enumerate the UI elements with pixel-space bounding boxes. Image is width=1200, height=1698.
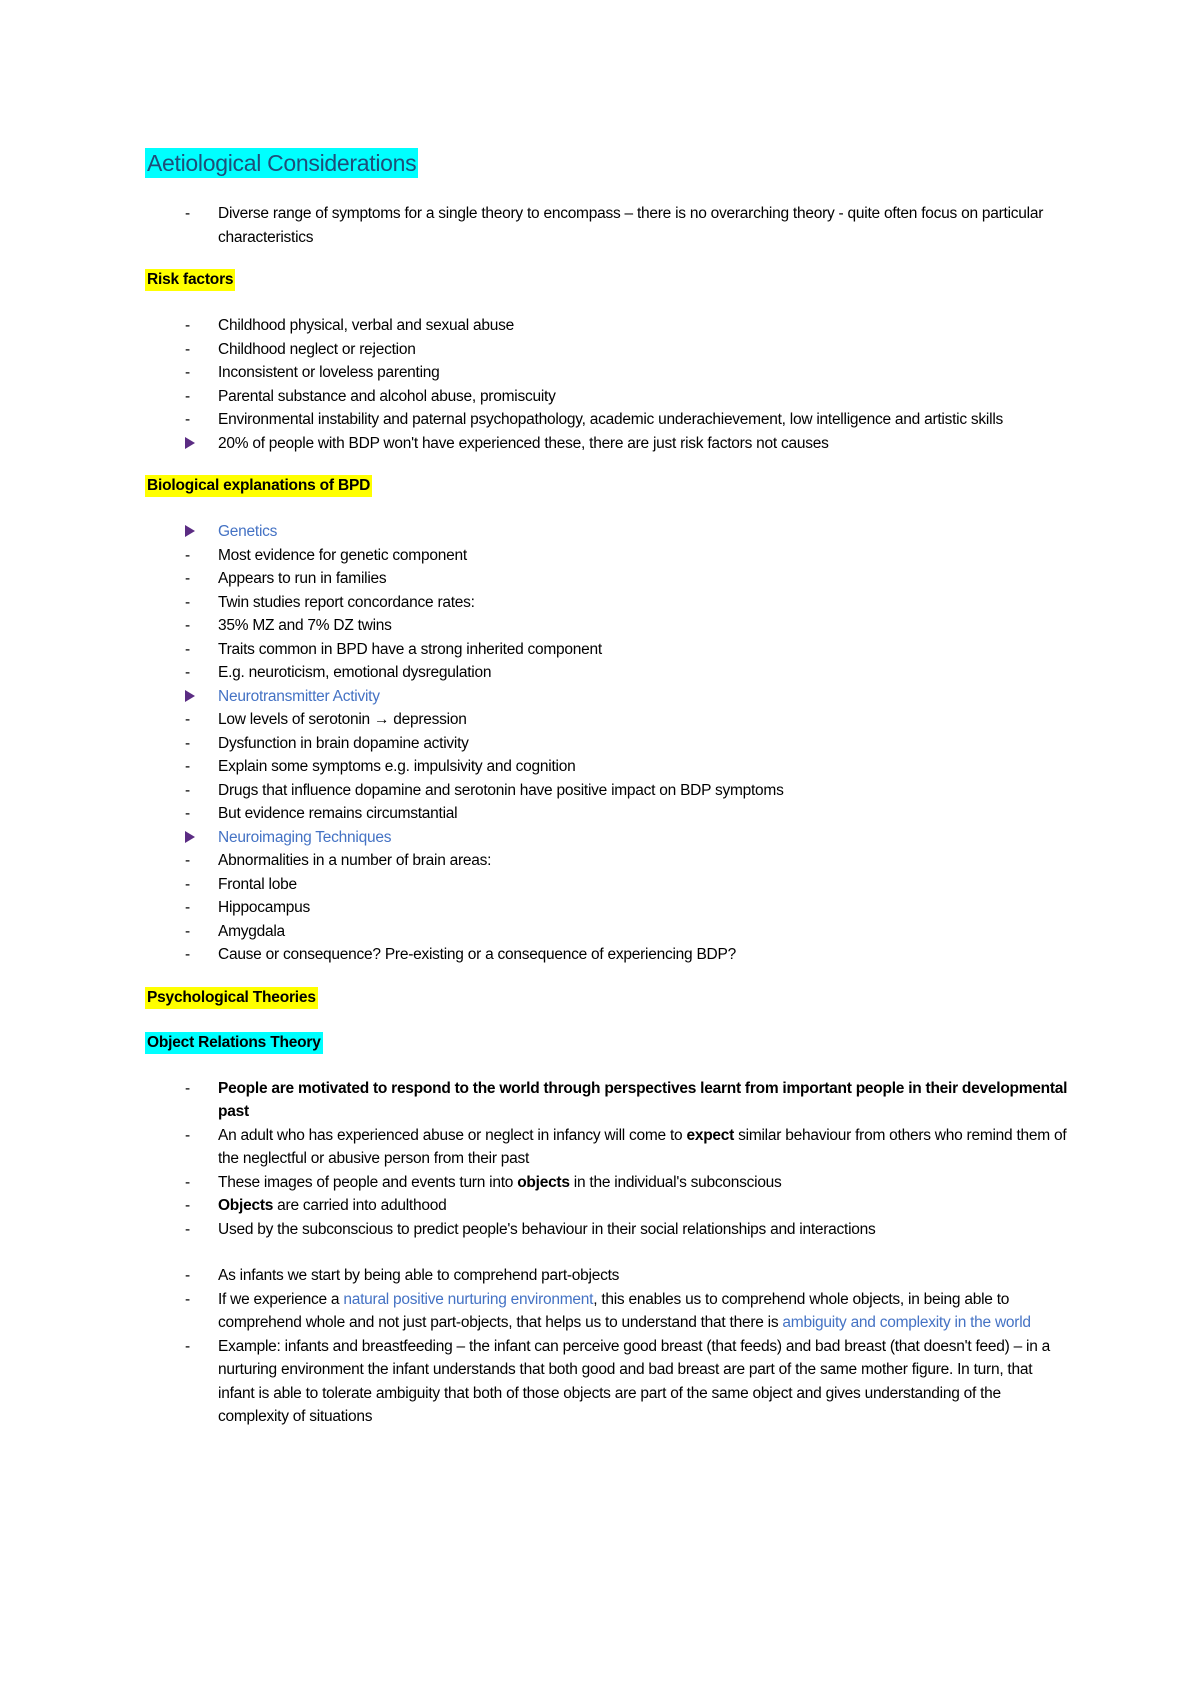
dash-bullet: - [185, 875, 190, 893]
list-item: - These images of people and events turn into objects in the individual's subconscious [145, 1171, 1070, 1195]
list-item: - Example: infants and breastfeeding – the infant can perceive good breast (that feeds) and bad breast (that doesn't feed) – in a nurturing environment the infant understands that both good and bad breast are part of the same mother figure. In turn, that infant is able to tolerate ambiguity that both of those objects are part of the same object and gives understanding of the complexity of situations [145, 1335, 1070, 1429]
neurotransmitter-subheading: Neurotransmitter Activity [218, 687, 380, 705]
risk-heading-block [145, 269, 1070, 291]
triangle-bullet-icon [185, 685, 205, 710]
object-relations-heading: Object Relations Theory [145, 1032, 323, 1054]
risk-factors-list [145, 314, 1070, 455]
list-item: - Drugs that influence dopamine and serotonin have positive impact on BDP symptoms [145, 779, 1070, 803]
list-item: - Childhood physical, verbal and sexual abuse [145, 314, 1070, 338]
dash-bullet: - [185, 946, 190, 963]
list-item: - But evidence remains circumstantial [145, 802, 1070, 826]
list-item: - Traits common in BPD have a strong inherited component [145, 638, 1070, 662]
bio-heading-block [145, 475, 1070, 497]
dash-bullet: - [185, 711, 190, 728]
list-item: - Most evidence for genetic component [145, 544, 1070, 568]
list-item: - Used by the subconscious to predict people's behaviour in their social relationships and interactions [145, 1218, 1070, 1242]
list-item: - Parental substance and alcohol abuse, promiscuity [145, 385, 1070, 409]
list-item: - As infants we start by being able to comprehend part-objects [145, 1264, 1070, 1288]
dash-bullet: - [185, 1126, 190, 1144]
ort-heading-block [145, 1032, 1070, 1054]
dash-bullet: - [185, 546, 190, 564]
dash-bullet: - [185, 781, 190, 799]
dash-bullet: - [185, 617, 190, 634]
psychological-theories-heading: Psychological Theories [145, 987, 318, 1009]
dash-bullet: - [185, 1267, 190, 1284]
list-item: - E.g. neuroticism, emotional dysregulation [145, 661, 1070, 685]
dash-bullet: - [185, 1197, 190, 1214]
triangle-bullet-icon [185, 520, 205, 545]
dash-bullet: - [185, 664, 190, 681]
dash-bullet: - [185, 340, 190, 358]
title-block [145, 148, 1070, 178]
genetics-subheading: Genetics [218, 523, 278, 540]
list-item: - Frontal lobe [145, 873, 1070, 897]
list-item: - Abnormalities in a number of brain areas: [145, 849, 1070, 873]
list-item: - Childhood neglect or rejection [145, 338, 1070, 362]
risk-factors-heading: Risk factors [145, 269, 235, 291]
neuroimaging-subheading: Neuroimaging Techniques [218, 828, 392, 846]
list-item [145, 685, 1070, 709]
biological-list [145, 520, 1070, 967]
list-item: - 35% MZ and 7% DZ twins [145, 614, 1070, 638]
document-content [145, 148, 1070, 1429]
list-item: - Cause or consequence? Pre-existing or a consequence of experiencing BDP? [145, 943, 1070, 967]
list-item [145, 520, 1070, 544]
list-item: - Diverse range of symptoms for a single theory to encompass – there is no overarching theory - quite often focus on particular characteristics [145, 202, 1070, 249]
list-item: - Dysfunction in brain dopamine activity [145, 732, 1070, 756]
list-spacer [145, 1241, 1070, 1264]
intro-list [145, 202, 1070, 249]
psych-heading-block [145, 987, 1070, 1009]
dash-bullet: - [185, 1079, 190, 1097]
list-item: - Appears to run in families [145, 567, 1070, 591]
list-item: - Amygdala [145, 920, 1070, 944]
triangle-bullet-icon [185, 826, 205, 851]
dash-bullet: - [185, 205, 190, 222]
list-item: - Environmental instability and paternal psychopathology, academic underachievement, low intelligence and artistic skills [145, 408, 1070, 432]
dash-bullet: - [185, 387, 190, 405]
list-item: - People are motivated to respond to the world through perspectives learnt from important people in their developmental past [145, 1077, 1070, 1124]
dash-bullet: - [185, 317, 190, 334]
dash-bullet: - [185, 922, 190, 940]
biological-heading: Biological explanations of BPD [145, 475, 372, 497]
dash-bullet: - [185, 1337, 190, 1355]
dash-bullet: - [185, 1290, 190, 1308]
dash-bullet: - [185, 899, 190, 916]
dash-bullet: - [185, 734, 190, 752]
object-relations-list [145, 1077, 1070, 1429]
dash-bullet: - [185, 593, 190, 611]
dash-bullet: - [185, 758, 190, 775]
list-item: - Explain some symptoms e.g. impulsivity and cognition [145, 755, 1070, 779]
dash-bullet: - [185, 640, 190, 658]
dash-bullet: - [185, 411, 190, 428]
triangle-bullet-icon [185, 432, 205, 457]
list-item: - Inconsistent or loveless parenting [145, 361, 1070, 385]
list-item: 20% of people with BDP won't have experienced these, there are just risk factors not causes [145, 432, 1070, 456]
dash-bullet: - [185, 570, 190, 587]
list-item: - An adult who has experienced abuse or neglect in infancy will come to expect similar behaviour from others who remind them of the neglectful or abusive person from their past [145, 1124, 1070, 1171]
dash-bullet: - [185, 852, 190, 869]
list-item: - Hippocampus [145, 896, 1070, 920]
document-title: Aetiological Considerations [147, 150, 417, 176]
list-item: - Low levels of serotonin → depression [145, 708, 1070, 732]
list-item: - Twin studies report concordance rates: [145, 591, 1070, 615]
list-item: - If we experience a natural positive nurturing environment, this enables us to comprehend whole objects, in being able to comprehend whole and not just part-objects, that helps us to understand that there is ambiguity and complexity in the world [145, 1288, 1070, 1335]
list-item [145, 826, 1070, 850]
list-item: - Objects are carried into adulthood [145, 1194, 1070, 1218]
dash-bullet: - [185, 1220, 190, 1238]
dash-bullet: - [185, 364, 190, 381]
dash-bullet: - [185, 1173, 190, 1191]
dash-bullet: - [185, 805, 190, 822]
